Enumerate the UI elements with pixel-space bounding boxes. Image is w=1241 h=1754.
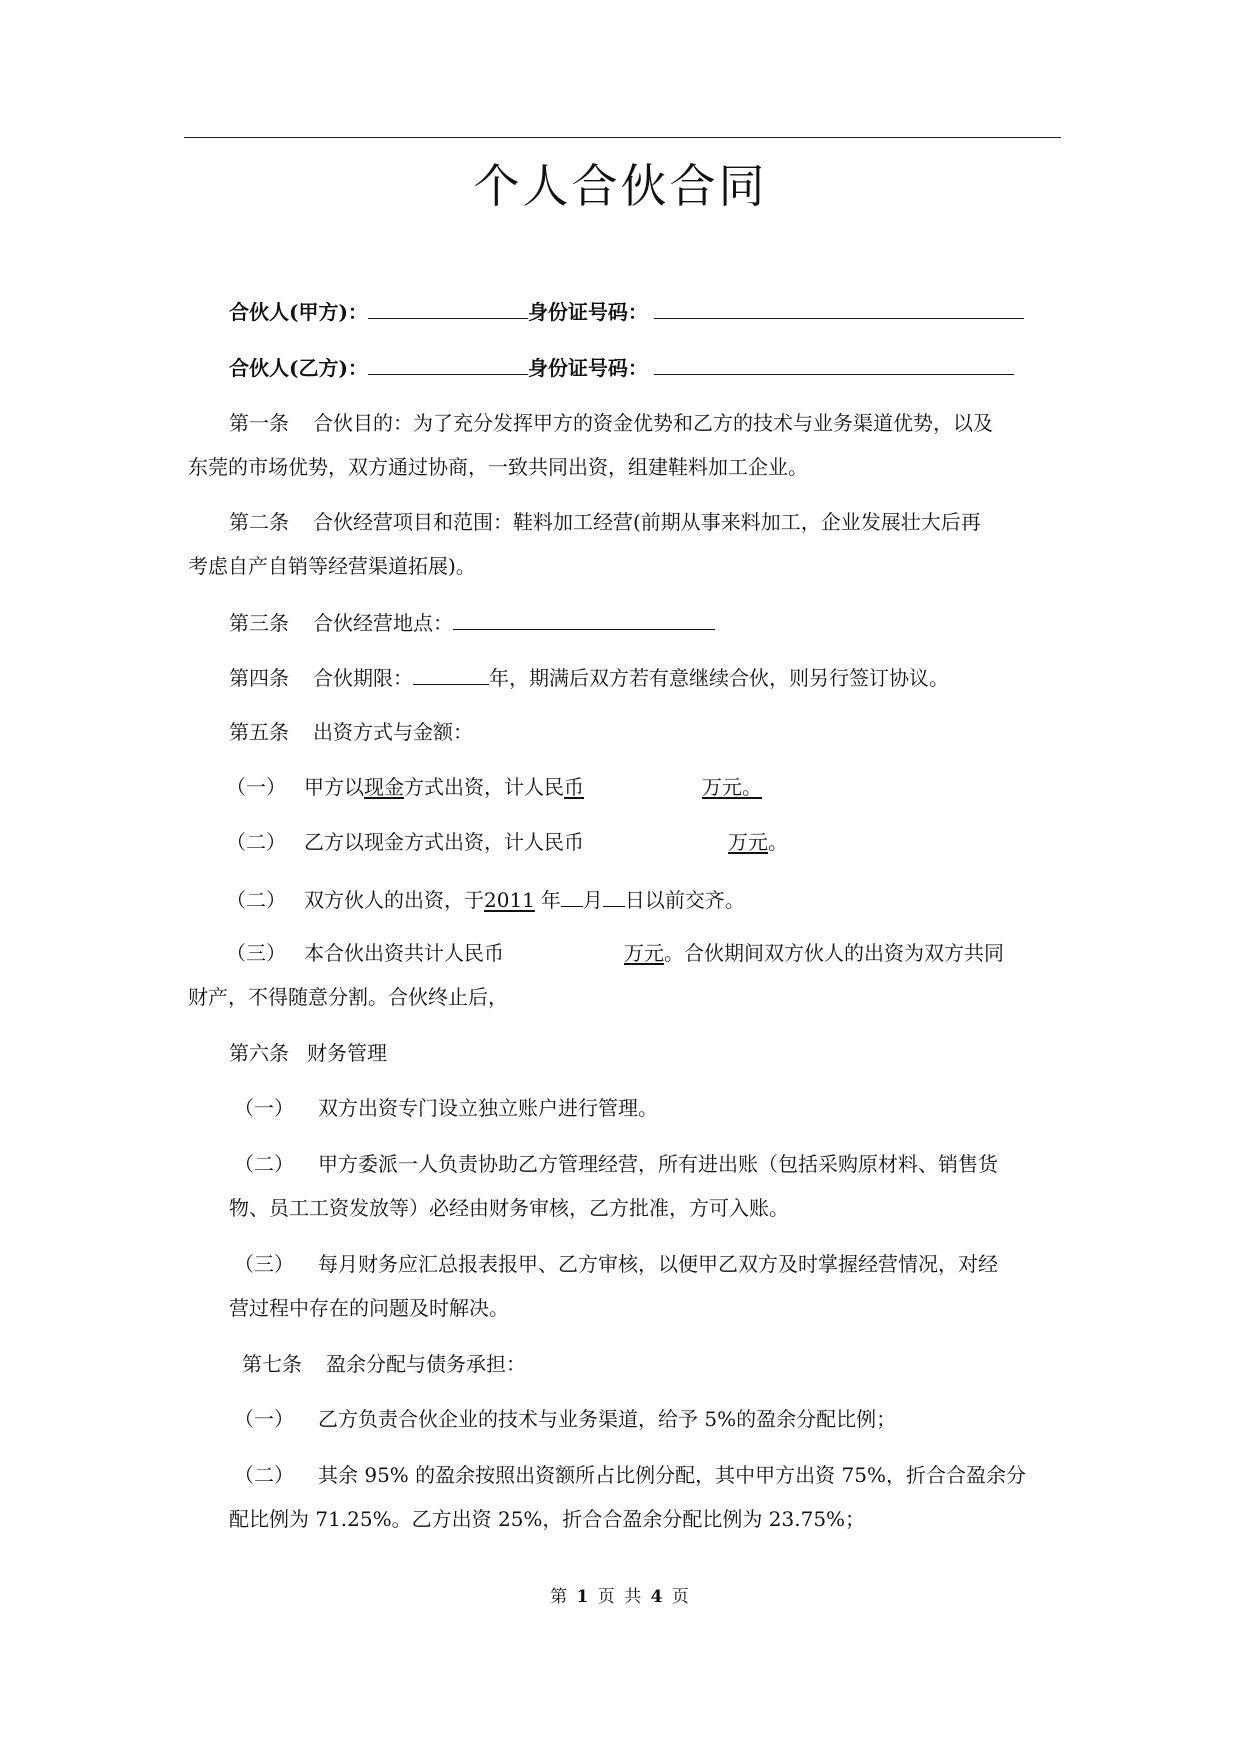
article5-item4-amount[interactable] — [504, 941, 664, 965]
article5-item3-day-blank[interactable] — [603, 884, 625, 907]
article7-text: 盈余分配与债务承担： — [326, 1352, 526, 1376]
article3-location-blank[interactable] — [453, 607, 715, 630]
article6-item3-num: （三） — [234, 1252, 294, 1276]
article6-item1-text: 双方出资专门设立独立账户进行管理。 — [318, 1096, 658, 1120]
article5-item3-year[interactable]: 2011 — [484, 888, 535, 912]
article5-item4-text-a: 本合伙出资共计人民币 — [304, 941, 504, 965]
article6-text: 财务管理 — [307, 1041, 387, 1065]
article5-item1-unit: 万元。 — [702, 775, 762, 799]
article7-item1 — [234, 1405, 896, 1433]
article4-suffix: 年，期满后双方若有意继续合伙，则另行签订协议。 — [489, 666, 949, 690]
article7-item2-line1: 其余 95% 的盈余按照出资额所占比例分配，其中甲方出资 75%，折合合盈余分 — [318, 1463, 1026, 1487]
article5-item3-num: （二） — [226, 888, 286, 912]
article7-item2-line2: 配比例为 71.25%。乙方出资 25%，折合合盈余分配比例为 23.75%； — [229, 1507, 866, 1531]
article6-label: 第六条 — [229, 1041, 289, 1065]
article5-item4-unit: 万元 — [624, 941, 664, 965]
article5-item2-text-a: 乙方以现金方式出资，计人民币 — [304, 830, 584, 854]
article7-item2 — [234, 1461, 1026, 1489]
party-a-label: 合伙人(甲方)： — [229, 300, 368, 324]
article6-item2-num: （二） — [234, 1152, 294, 1176]
article7-item1-text: 乙方负责合伙企业的技术与业务渠道，给予 5%的盈余分配比例； — [318, 1407, 897, 1431]
article6-item2 — [234, 1150, 998, 1178]
article5-label: 第五条 — [229, 720, 289, 744]
article4-years-blank[interactable] — [413, 662, 489, 685]
party-b-id-label: 身份证号码： — [527, 356, 648, 380]
article5-item2-period: 。 — [768, 830, 788, 854]
footer-total-pages: 4 — [650, 1587, 665, 1607]
article1-line2: 东莞的市场优势，双方通过协商，一致共同出资，组建鞋料加工企业。 — [188, 455, 808, 479]
article5-item3 — [226, 884, 745, 914]
header-rule — [184, 137, 1061, 138]
article6-item1 — [234, 1094, 658, 1122]
article6-item2-line1: 甲方委派一人负责协助乙方管理经营，所有进出账（包括采购原材料、销售货 — [318, 1152, 998, 1176]
party-a-id-blank[interactable] — [654, 296, 1024, 319]
article2-label: 第二条 — [229, 510, 289, 534]
article5-item1-amount[interactable] — [564, 775, 770, 799]
article2-line2: 考虑自产自销等经营渠道拓展)。 — [188, 554, 476, 578]
party-a-row — [229, 296, 1024, 326]
article5-item1-text-c: 方式出资，计人民 — [404, 775, 564, 799]
article5-item3-text-d: 日以前交齐。 — [624, 888, 745, 912]
article6-item3 — [234, 1250, 998, 1278]
footer-page-number: 1 — [576, 1587, 591, 1607]
article4-prefix: 合伙期限： — [313, 666, 413, 690]
article3-text: 合伙经营地点： — [313, 611, 453, 635]
footer-suffix: 页 — [671, 1587, 691, 1607]
article2-line1 — [229, 508, 981, 536]
article6-item2-line2: 物、员工工资发放等）必经由财务审核，乙方批准，方可入账。 — [229, 1196, 789, 1220]
article3-label: 第三条 — [229, 611, 289, 635]
article5-item4-text-c: 。合伙期间双方伙人的出资为双方共同 — [664, 941, 1004, 965]
footer-prefix: 第 — [550, 1587, 570, 1607]
party-b-id-blank[interactable] — [654, 352, 1014, 375]
article5-item4-line2: 财产，不得随意分割。合伙终止后， — [188, 985, 508, 1009]
party-b-row — [229, 352, 1014, 382]
party-a-id-label: 身份证号码： — [527, 300, 648, 324]
article1-line1 — [229, 409, 993, 437]
article5-item3-month-blank[interactable] — [561, 884, 583, 907]
article5-item1-num: （一） — [226, 775, 286, 799]
article4-label: 第四条 — [229, 666, 289, 690]
article7-line — [242, 1350, 526, 1378]
article5-line — [229, 718, 473, 746]
article5-item2-num: （二） — [226, 830, 286, 854]
article5-text: 出资方式与金额： — [313, 720, 473, 744]
footer-middle: 页 共 — [597, 1587, 644, 1607]
article5-item1-cash: 现金 — [364, 775, 404, 799]
article4-line — [229, 662, 949, 692]
article5-item4-num: （三） — [226, 941, 286, 965]
article1-text1: 合伙目的：为了充分发挥甲方的资金优势和乙方的技术与业务渠道优势，以及 — [313, 411, 993, 435]
article6-line — [229, 1039, 387, 1067]
article5-item2-amount[interactable] — [584, 830, 768, 854]
article1-label: 第一条 — [229, 411, 289, 435]
article5-item2-unit: 万元 — [728, 830, 768, 854]
article7-label: 第七条 — [242, 1352, 302, 1376]
article2-text1: 合伙经营项目和范围：鞋料加工经营(前期从事来料加工，企业发展壮大后再 — [313, 510, 981, 534]
party-b-name-blank[interactable] — [368, 352, 528, 375]
article6-item1-num: （一） — [234, 1096, 294, 1120]
article7-item2-num: （二） — [234, 1463, 294, 1487]
article5-item3-month-unit: 月 — [582, 888, 603, 912]
article5-item4 — [226, 939, 1004, 967]
article5-item3-text-a: 双方伙人的出资，于 — [304, 888, 484, 912]
party-b-label: 合伙人(乙方)： — [229, 356, 368, 380]
party-a-name-blank[interactable] — [368, 296, 528, 319]
article5-item2 — [226, 828, 788, 856]
article7-item1-num: （一） — [234, 1407, 294, 1431]
article5-item1 — [226, 773, 770, 801]
article6-item3-line2: 营过程中存在的问题及时解决。 — [229, 1296, 509, 1320]
article3-line — [229, 607, 715, 637]
article5-item1-text-d: 币 — [564, 775, 584, 799]
article5-item1-text-a: 甲方以 — [304, 775, 364, 799]
document-title: 个人合伙合同 — [473, 159, 768, 213]
article6-item3-line1: 每月财务应汇总报表报甲、乙方审核，以便甲乙双方及时掌握经营情况，对经 — [318, 1252, 998, 1276]
page-footer — [0, 1582, 1241, 1607]
article5-item3-year-unit: 年 — [540, 888, 561, 912]
